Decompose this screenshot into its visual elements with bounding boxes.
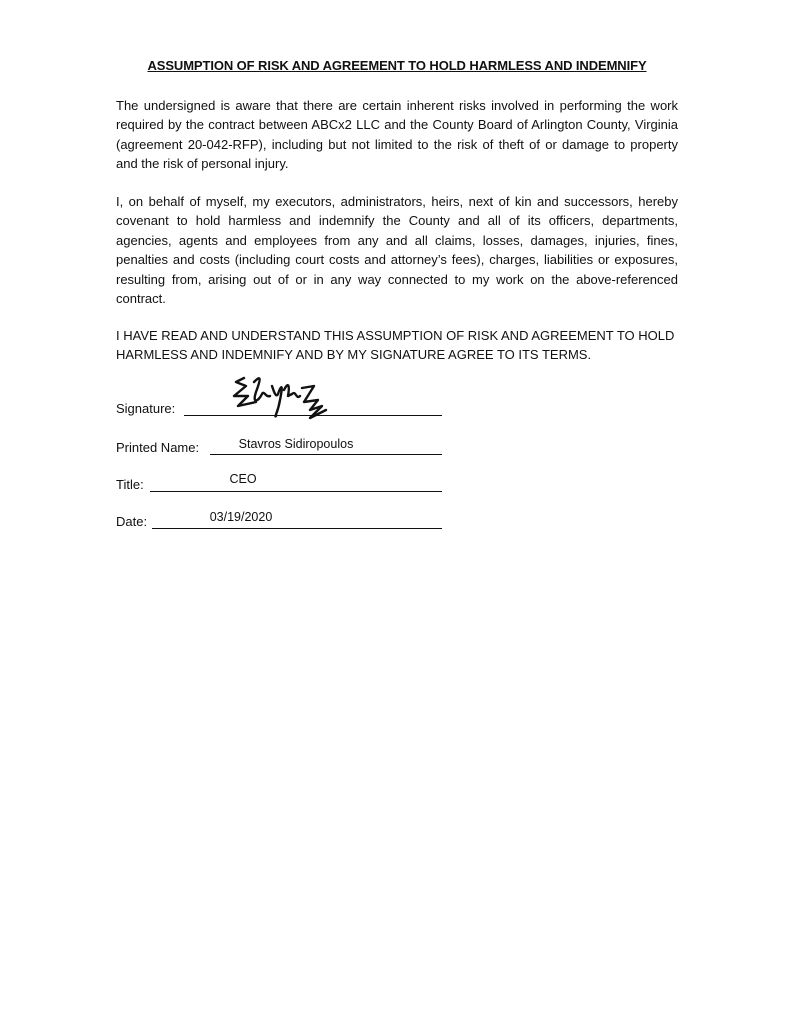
title-label: Title: <box>116 477 144 492</box>
document-title: ASSUMPTION OF RISK AND AGREEMENT TO HOLD HARMLESS AND INDEMNIFY <box>147 58 647 73</box>
signature-label: Signature: <box>116 401 176 416</box>
paragraph-indemnification: I, on behalf of myself, my executors, administrators, heirs, next of kin and successors, hereby covenant to hold harmless and indemnify the County and all of its officers, departments, agencies, agents and employees from any and all claims, losses, damages, injuries, fines, penalties and costs (including court costs and attorney’s fees), charges, liabilities or exposures, resulting from, arising out of or in any way connected to my work on the above-referenced contract. <box>116 194 678 307</box>
printed-name-label: Printed Name: <box>116 440 200 455</box>
title-value: CEO <box>229 472 257 486</box>
date-label: Date: <box>116 514 148 529</box>
title-line <box>150 491 442 492</box>
date-value: 03/19/2020 <box>209 510 273 524</box>
date-line <box>152 528 442 529</box>
printed-name-line <box>210 454 442 455</box>
paragraph-acknowledgement: I HAVE READ AND UNDERSTAND THIS ASSUMPTION OF RISK AND AGREEMENT TO HOLD HARMLESS AND INDEMNIFY AND BY MY SIGNATURE AGREE TO ITS TERMS. <box>116 328 675 363</box>
handwritten-signature <box>226 372 344 420</box>
paragraph-risk-awareness: The undersigned is aware that there are certain inherent risks involved in performing the work required by the contract between ABCx2 LLC and the County Board of Arlington County, Virginia (agreement 20-042-RFP), including but not limited to the risk of theft of or damage to property and the risk of personal injury. <box>116 98 678 172</box>
printed-name-value: Stavros Sidiropoulos <box>238 437 354 451</box>
